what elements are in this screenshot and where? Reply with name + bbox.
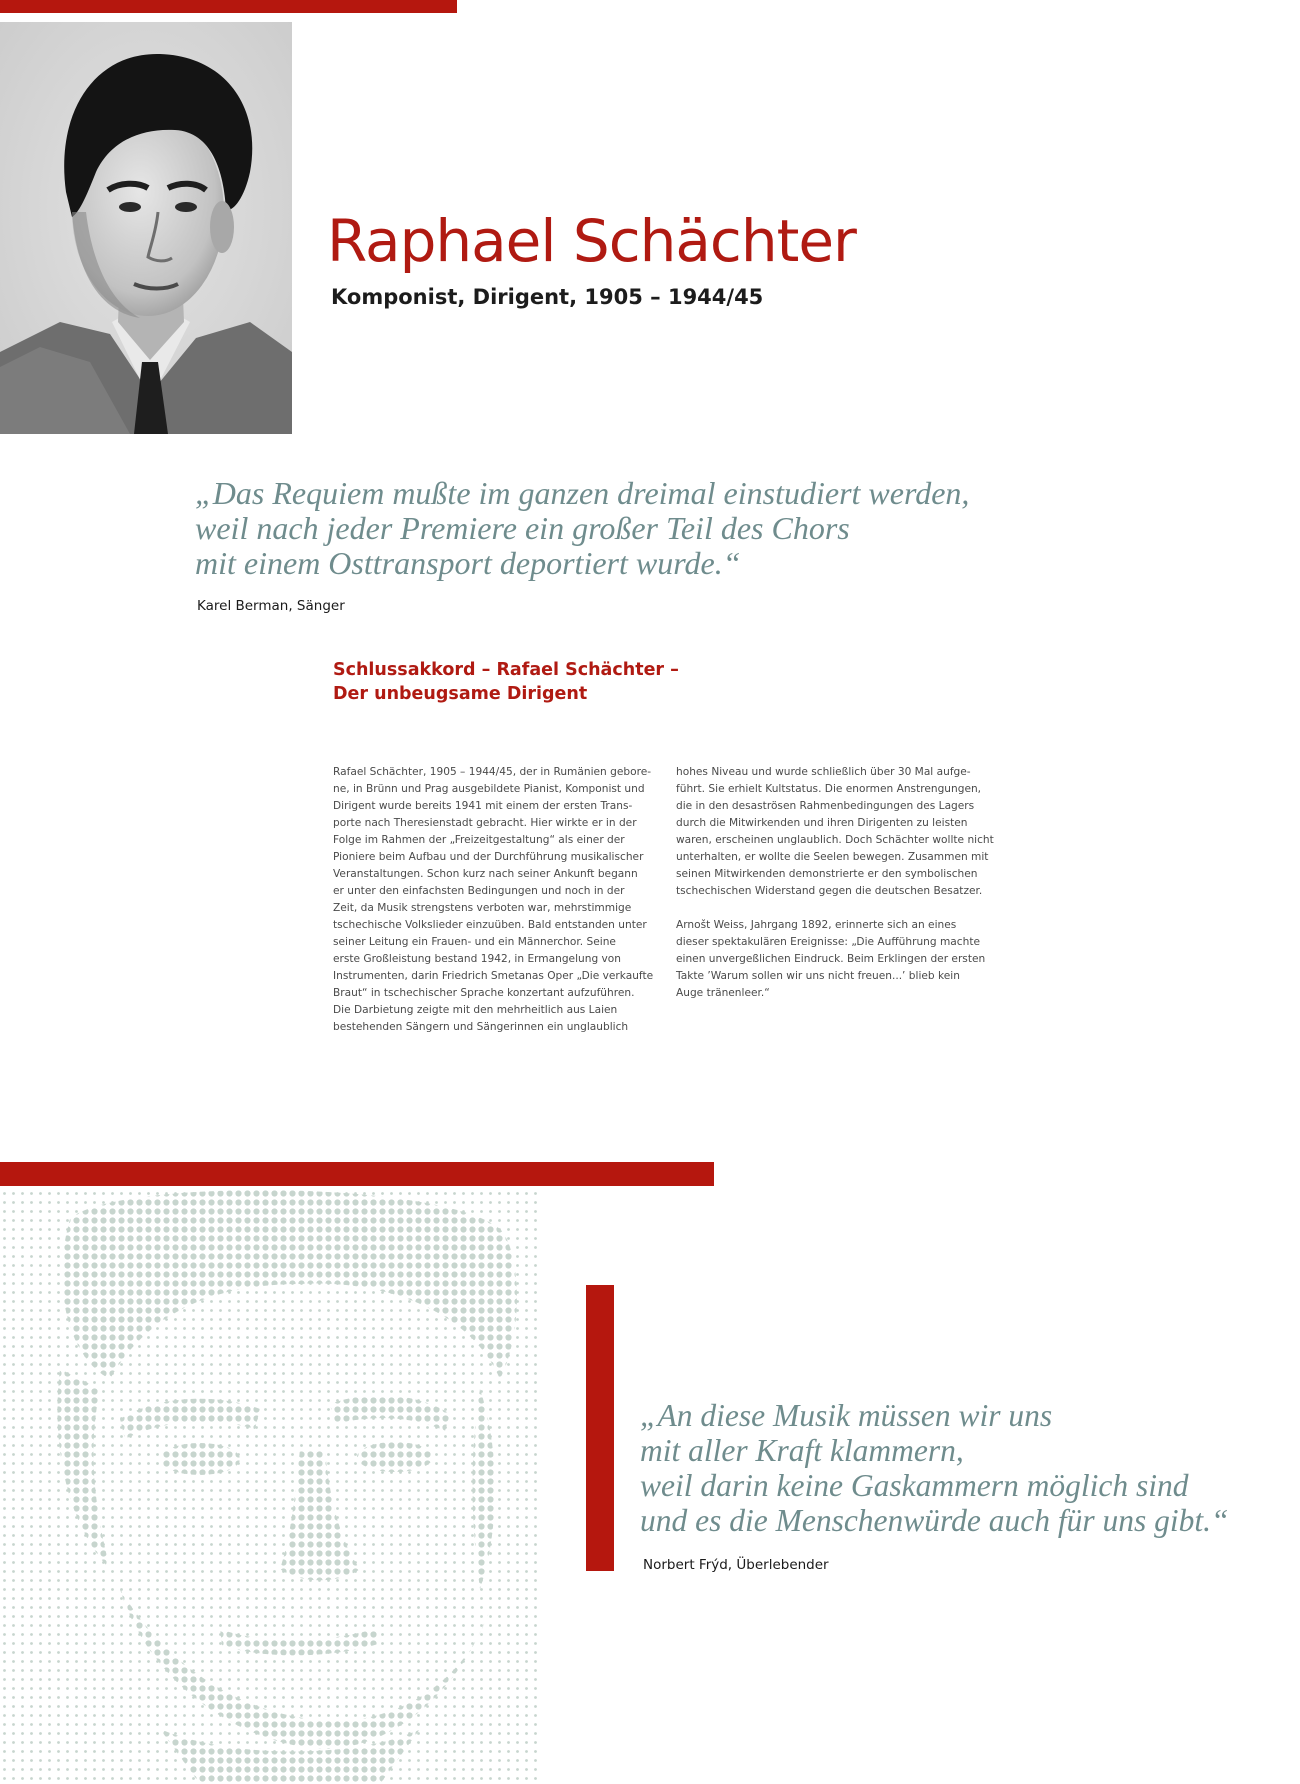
text-line: Veranstaltungen. Schon kurz nach seiner Ankunft begann — [333, 868, 638, 880]
quote-line: weil nach jeder Premiere ein großer Teil des Chors — [195, 510, 850, 546]
article-column-1 — [333, 764, 653, 1036]
text-line: erste Großleistung bestand 1942, in Ermangelung von — [333, 953, 622, 965]
text-line: durch die Mitwirkenden und ihren Dirigenten zu leisten — [676, 817, 968, 829]
heading-line: Der unbeugsame Dirigent — [333, 684, 588, 704]
quote-attribution: Norbert Frýd, Überlebender — [643, 1557, 829, 1573]
quote-line: mit einem Osttransport deportiert wurde.“ — [195, 545, 741, 581]
halftone-portrait — [0, 1189, 540, 1784]
text-line: tschechischen Widerstand gegen die deutschen Besatzer. — [676, 885, 983, 897]
text-line: unterhalten, er wollte die Seelen bewegen. Zusammen mit — [676, 851, 989, 863]
article-column-2 — [676, 764, 994, 1002]
text-line: einen unvergeßlichen Eindruck. Beim Erklingen der ersten — [676, 953, 986, 965]
top-red-bar — [0, 0, 457, 13]
quote-fryd — [640, 1398, 1229, 1538]
heading-line: Schlussakkord – Rafael Schächter – — [333, 660, 679, 680]
portrait-photo — [0, 22, 292, 434]
quote-attribution: Karel Berman, Sänger — [197, 598, 345, 614]
quote-line: und es die Menschenwürde auch für uns gibt.“ — [640, 1503, 1229, 1538]
text-line: Instrumenten, darin Friedrich Smetanas Oper „Die verkaufte — [333, 970, 654, 982]
quote-line: mit aller Kraft klammern, — [640, 1433, 964, 1468]
text-line: Braut“ in tschechischer Sprache konzertant aufzuführen. — [333, 987, 635, 999]
text-line: Pioniere beim Aufbau und der Durchführung musikalischer — [333, 851, 644, 863]
article-heading — [333, 658, 679, 706]
text-line: waren, erscheinen unglaublich. Doch Schächter wollte nicht — [676, 834, 994, 846]
text-line: Rafael Schächter, 1905 – 1944/45, der in Rumänien gebore- — [333, 766, 652, 778]
text-line: Arnošt Weiss, Jahrgang 1892, erinnerte sich an eines — [676, 919, 957, 931]
text-line: Die Darbietung zeigte mit den mehrheitlich aus Laien — [333, 1004, 618, 1016]
text-line: seiner Leitung ein Frauen- und ein Männerchor. Seine — [333, 936, 616, 948]
quote-line: „An diese Musik müssen wir uns — [640, 1398, 1053, 1433]
text-line: tschechische Volkslieder einzuüben. Bald entstanden unter — [333, 919, 647, 931]
text-line: Folge im Rahmen der „Freizeitgestaltung“ als einer der — [333, 834, 625, 846]
text-line: bestehenden Sängern und Sängerinnen ein unglaublich — [333, 1021, 629, 1033]
text-line: Takte ’Warum sollen wir uns nicht freuen...’ blieb kein — [676, 970, 960, 982]
text-line: Dirigent wurde bereits 1941 mit einem der ersten Trans- — [333, 800, 633, 812]
text-line: Zeit, da Musik strengstens verboten war, mehrstimmige — [333, 902, 632, 914]
text-line: er unter den einfachsten Bedingungen und noch in der — [333, 885, 625, 897]
text-line: porte nach Theresienstadt gebracht. Hier wirkte er in der — [333, 817, 637, 829]
middle-red-bar — [0, 1162, 714, 1186]
text-line: dieser spektakulären Ereignisse: „Die Aufführung machte — [676, 936, 981, 948]
quote-line: weil darin keine Gaskammern möglich sind — [640, 1468, 1189, 1503]
text-line: hohes Niveau und wurde schließlich über 30 Mal aufge- — [676, 766, 971, 778]
text-line: Auge tränenleer.“ — [676, 987, 770, 999]
person-name: Raphael Schächter — [327, 207, 856, 275]
text-line: führt. Sie erhielt Kultstatus. Die enormen Anstrengungen, — [676, 783, 982, 795]
text-line: ne, in Brünn und Prag ausgebildete Pianist, Komponist und — [333, 783, 645, 795]
quote-berman — [195, 476, 969, 581]
vertical-red-bar — [586, 1285, 614, 1571]
text-line: die in den desaströsen Rahmenbedingungen des Lagers — [676, 800, 975, 812]
person-subtitle: Komponist, Dirigent, 1905 – 1944/45 — [331, 285, 764, 309]
quote-line: „Das Requiem mußte im ganzen dreimal einstudiert werden, — [195, 475, 970, 511]
text-line: seinen Mitwirkenden demonstrierte er den symbolischen — [676, 868, 978, 880]
